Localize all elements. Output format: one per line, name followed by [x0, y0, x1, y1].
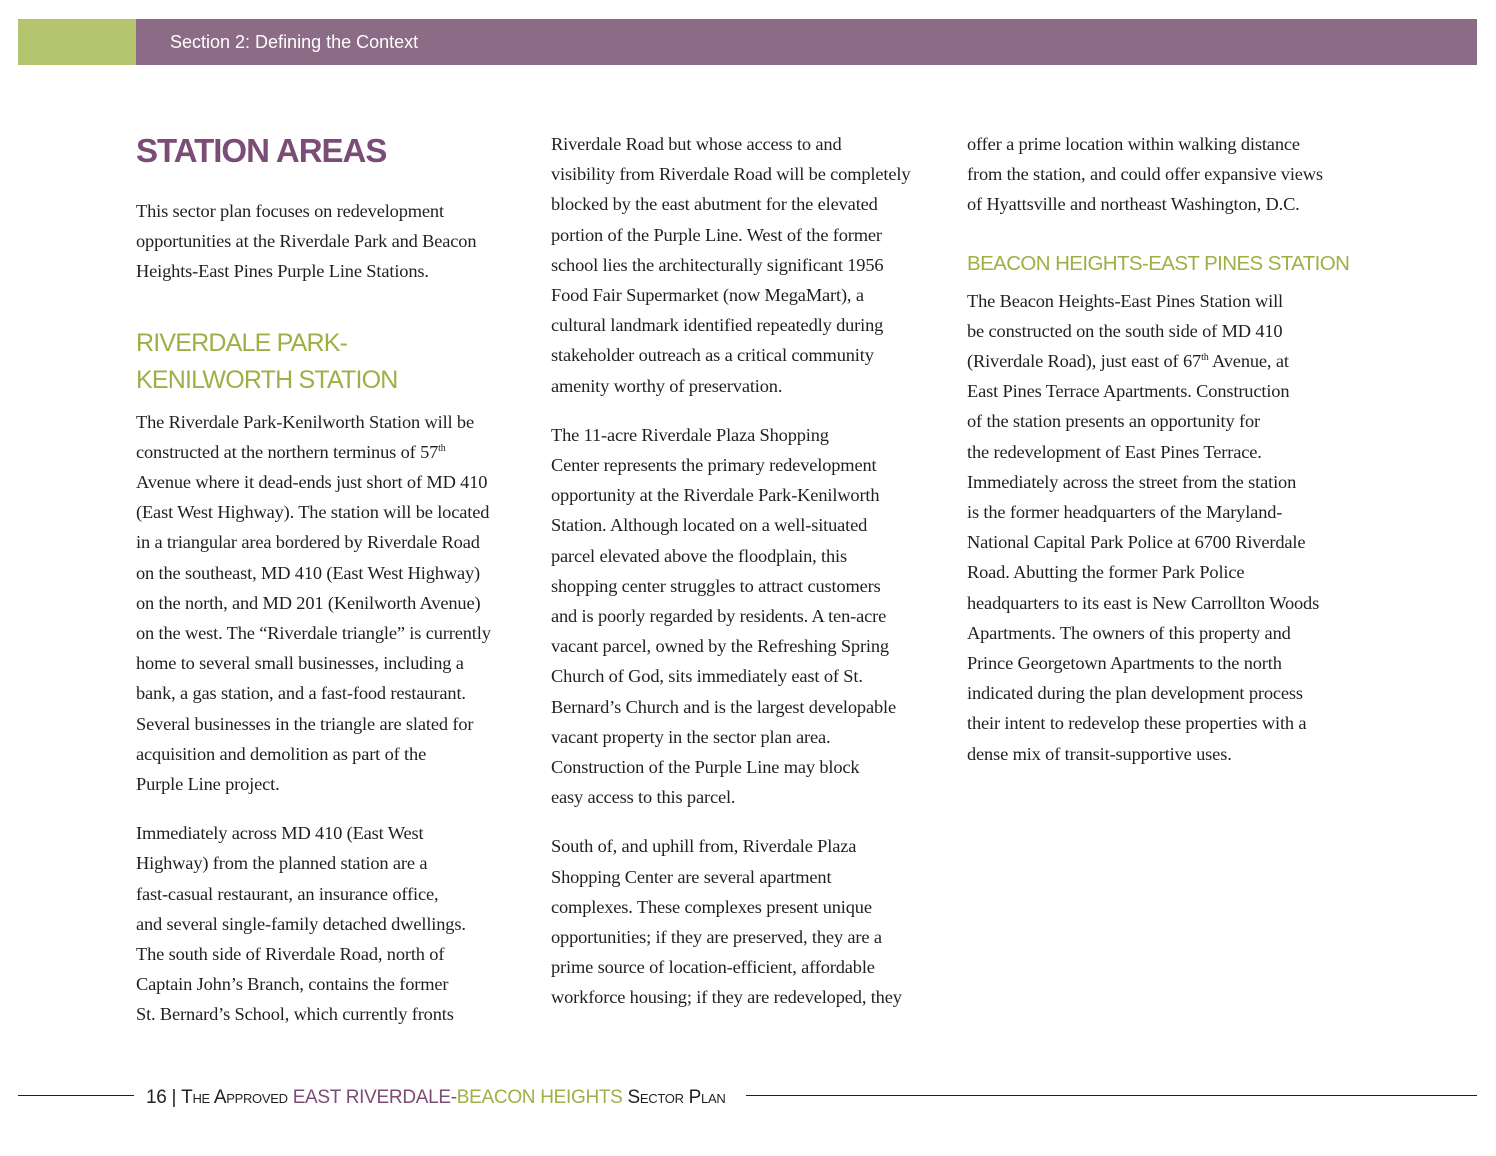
header-accent-tab [18, 19, 136, 65]
footer-separator: | [171, 1087, 177, 1108]
footer-suffix: Sector Plan [627, 1087, 726, 1108]
column-3 [967, 129, 1377, 769]
plan-name-part1: EAST RIVERDALE [292, 1087, 451, 1108]
paragraph-prime-location: offer a prime location within walking distance from the station, and could offer expansive views of Hyattsville and northeast Washington, D.C. [967, 134, 1323, 215]
paragraph-st-bernards-school: Riverdale Road but whose access to and visibility from Riverdale Road will be completely blocked by the east abutment for the elevated portion of the Purple Line. West of the former school lies the architecturally significant 1956 Food Fair Supermarket (now MegaMart), a cultural landmark identified repeatedly during stakeholder outreach as a critical community amenity worthy of preservation. [551, 134, 911, 396]
footer-rule-right [746, 1095, 1477, 1096]
paragraph-across-md410: Immediately across MD 410 (East West Highway) from the planned station are a fast-casual restaurant, an insurance office, and several single-family detached dwellings. The south side of Riverdale Road, north of Captain John’s Branch, contains the former St. Bernard’s School, which currently fronts [136, 823, 466, 1025]
paragraph-apartment-complexes: South of, and uphill from, Riverdale Plaza Shopping Center are several apartment complexes. These complexes present unique opportunities; if they are preserved, they are a prime source of location-efficient, affordable workforce housing; if they are redeveloped, they [551, 836, 902, 1008]
page-title: STATION AREAS [136, 132, 387, 169]
page-number: 16 [146, 1087, 167, 1108]
paragraph-riverdale-station: The Riverdale Park-Kenilworth Station will be constructed at the northern terminus of 57th Avenue where it dead-ends just short of MD 410 (East West Highway). The station will be located in a triangular area bordered by Riverdale Road on the southeast, MD 410 (East West Highway) on the north, and MD 201 (Kenilworth Avenue) on the west. The “Riverdale triangle” is currently home to several small businesses, including a bank, a gas station, and a fast-food restaurant. Several businesses in the triangle are slated for acquisition and demolition as part of the Purple Line project. [136, 411, 491, 795]
intro-paragraph: This sector plan focuses on redevelopment opportunities at the Riverdale Park and Beacon Heights-East Pines Purple Line Stations. [136, 201, 477, 282]
footer-rule-left [18, 1095, 134, 1096]
section-title: Section 2: Defining the Context [170, 32, 419, 52]
plan-name-part2: BEACON HEIGHTS [456, 1087, 623, 1108]
section-header-bar [18, 19, 1477, 65]
footer-prefix: The Approved [181, 1087, 288, 1108]
paragraph-beacon-heights-station: The Beacon Heights-East Pines Station will be constructed on the south side of MD 410 (Riverdale Road), just east of 67th Avenue, at East Pines Terrace Apartments. Construction of the station presents an opportunity for the redevelopment of East Pines Terrace. Immediately across the street from the station is the former headquarters of the Maryland- National Capital Park Police at 6700 Riverdale Road. Abutting the former Park Police headquarters to its east is New Carrollton Woods Apartments. The owners of this property and Prince Georgetown Apartments to the north indicated during the plan development process their intent to redevelop these properties with a dense mix of transit-supportive uses. [967, 290, 1320, 764]
footer-text [146, 1082, 725, 1114]
column-1 [136, 128, 546, 1030]
plan-name-hyphen: - [450, 1087, 457, 1108]
column-2 [551, 129, 961, 1013]
subheading-beacon-heights: BEACON HEIGHTS-EAST PINES STATION [967, 251, 1350, 275]
paragraph-riverdale-plaza: The 11-acre Riverdale Plaza Shopping Center represents the primary redevelopment opportunity at the Riverdale Park-Kenilworth Station. Although located on a well-situated parcel elevated above the floodplain, this shopping center struggles to attract customers and is poorly regarded by residents. A ten-acre vacant parcel, owned by the Refreshing Spring Church of God, sits immediately east of St. Bernard’s Church and is the largest developable vacant property in the sector plan area. Construction of the Purple Line may block easy access to this parcel. [551, 424, 896, 808]
page-footer [18, 1082, 1477, 1114]
subheading-riverdale-park: RIVERDALE PARK- KENILWORTH STATION [136, 328, 398, 394]
